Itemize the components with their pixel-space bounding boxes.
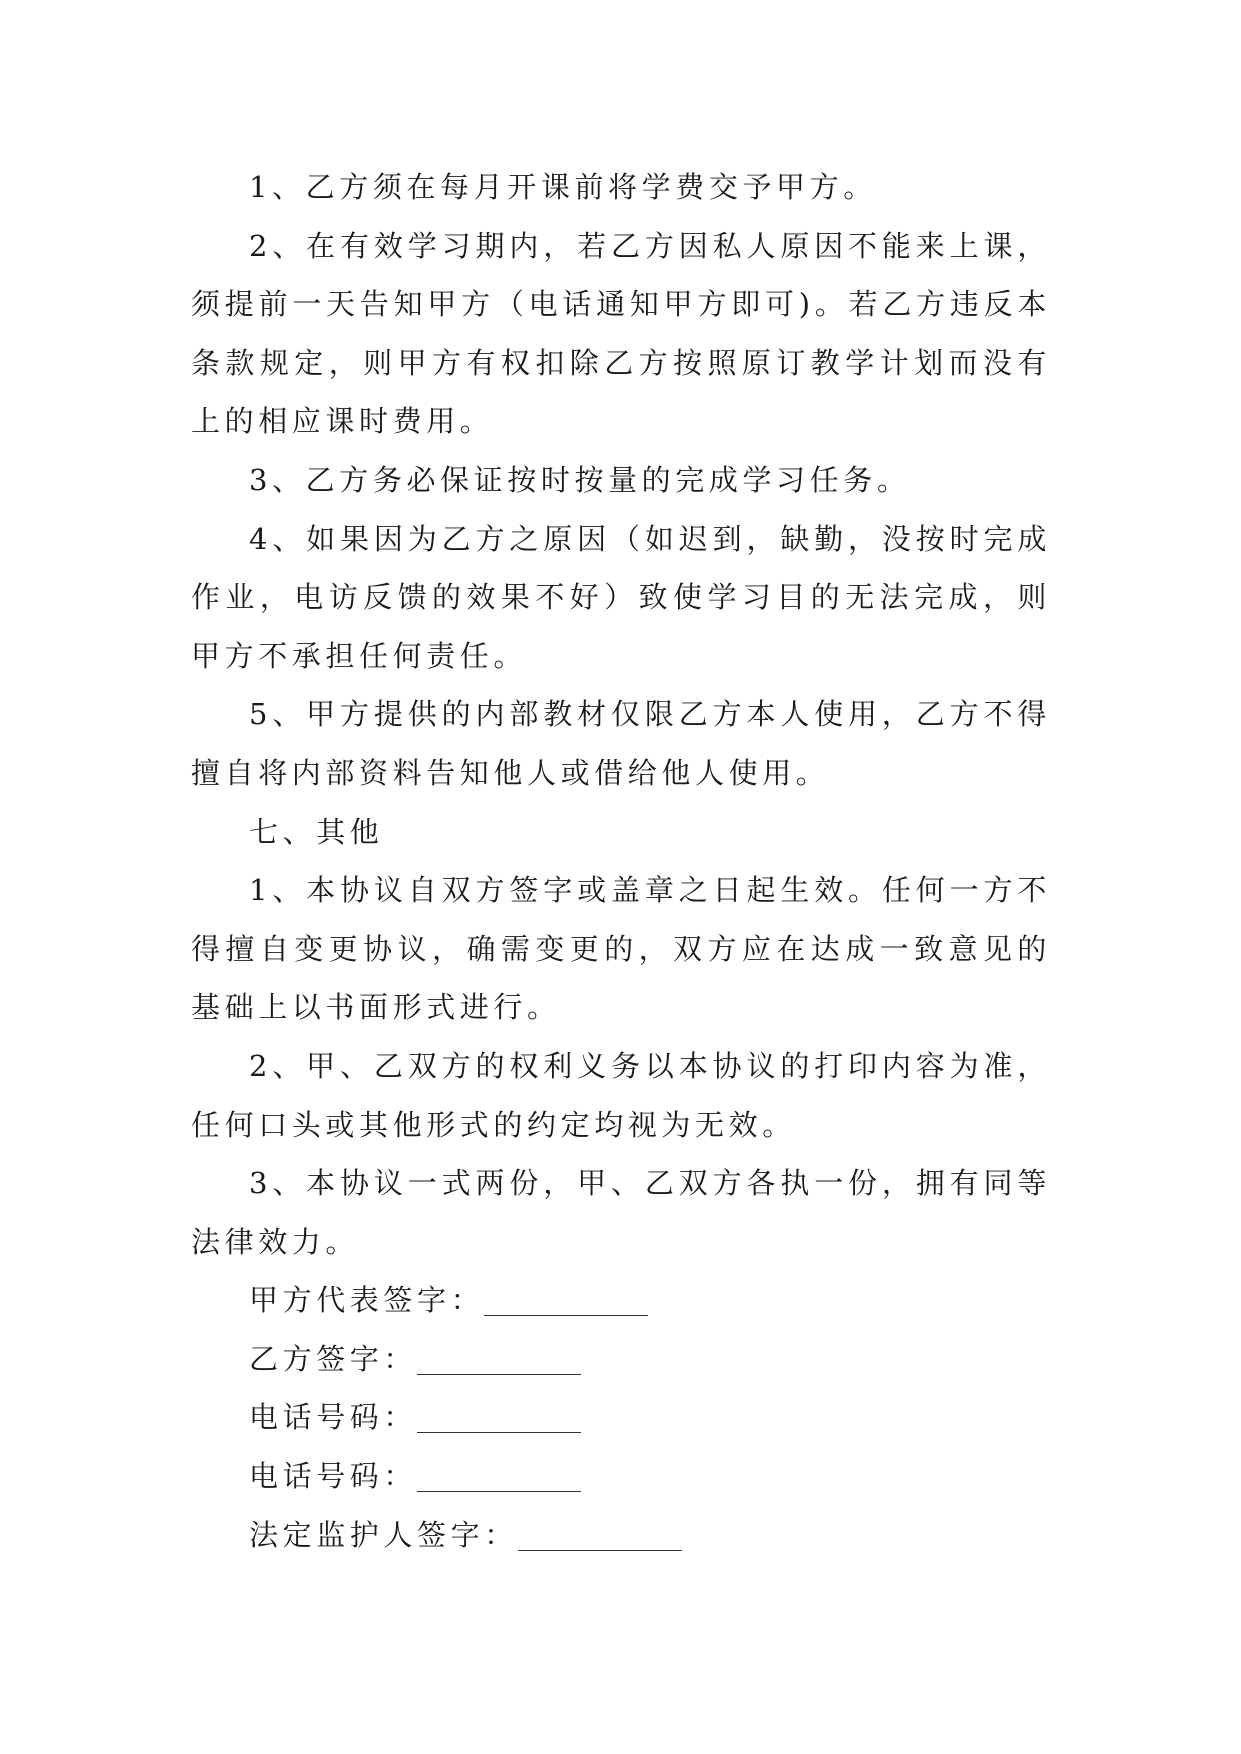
phone-number-2 [191, 1447, 1051, 1506]
document-body [191, 158, 1051, 1564]
section-heading-other: 七、其他 [249, 814, 384, 849]
clause-7-1: 1、本协议自双方签字或盖章之日起生效。任何一方不得擅自变更协议，确需变更的，双方应在达成一致意见的基础上以书面形式进行。 [191, 873, 1051, 1025]
clause-6-4: 4、如果因为乙方之原因（如迟到，缺勤，没按时完成作业，电访反馈的效果不好）致使学习目的无法完成，则甲方不承担任何责任。 [191, 521, 1051, 673]
phone-number-1 [191, 1388, 1051, 1447]
clause-7-3: 3、本协议一式两份，甲、乙双方各执一份，拥有同等法律效力。 [191, 1166, 1051, 1259]
phone-number-1-blank[interactable] [417, 1431, 581, 1433]
clause-6-3: 3、乙方务必保证按时按量的完成学习任务。 [249, 462, 911, 497]
signature-party-a-blank[interactable] [484, 1314, 648, 1316]
phone-number-1-label: 电话号码： [249, 1400, 418, 1435]
signature-party-b-label: 乙方签字： [249, 1341, 418, 1376]
signature-party-b [191, 1330, 1051, 1389]
signature-party-a [191, 1271, 1051, 1330]
signature-guardian-blank[interactable] [518, 1549, 682, 1551]
phone-number-2-label: 电话号码： [249, 1459, 418, 1494]
clause-7-2: 2、甲、乙双方的权利义务以本协议的打印内容为准，任何口头或其他形式的约定均视为无效。 [191, 1048, 1051, 1142]
signature-party-a-label: 甲方代表签字： [249, 1283, 485, 1318]
signature-guardian [191, 1506, 1051, 1565]
phone-number-2-blank[interactable] [417, 1490, 581, 1492]
clause-6-5: 5、甲方提供的内部教材仅限乙方本人使用，乙方不得擅自将内部资料告知他人或借给他人使用。 [191, 697, 1051, 790]
clause-6-2: 2、在有效学习期内，若乙方因私人原因不能来上课，须提前一天告知甲方（电话通知甲方即可)。若乙方违反本条款规定，则甲方有权扣除乙方按照原订教学计划而没有上的相应课时费用。 [191, 228, 1051, 439]
signature-party-b-blank[interactable] [417, 1373, 581, 1375]
clause-6-1: 1、乙方须在每月开课前将学费交予甲方。 [249, 170, 877, 204]
signature-guardian-label: 法定监护人签字： [249, 1517, 518, 1552]
